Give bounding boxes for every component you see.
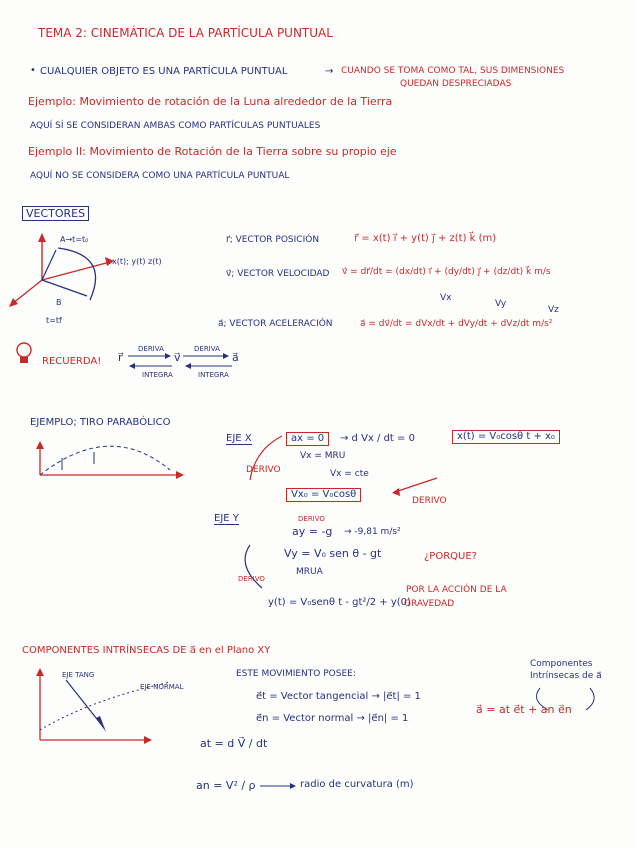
ay-value: → -9,81 m/s² — [344, 527, 401, 537]
mrua-label: MRUA — [296, 567, 323, 577]
componentes-heading: COMPONENTES INTRÍNSECAS DE a⃗ en el Plano XY — [22, 645, 271, 656]
recuerda-v: v⃗ — [174, 351, 181, 364]
vx-mru: Vx = MRU — [300, 451, 346, 461]
vectores-heading: VECTORES — [22, 206, 89, 221]
arrow-icon: → — [325, 66, 334, 77]
eje-tang-label: EJE TANG — [62, 671, 95, 679]
acceleration-label: a⃗; VECTOR ACELERACIÓN — [218, 319, 333, 329]
derivo-4: DERIVO — [238, 575, 265, 583]
derivo-3: DERIVO — [298, 515, 325, 523]
ax-derivative: → d Vx / dt = 0 — [340, 433, 415, 444]
acceleration-equation: a⃗ = dv⃗/dt = dVx/dt + dVy/dt + dVz/dt m/s² — [360, 319, 553, 329]
intro-line1-result: CUANDO SE TOMA COMO TAL, SUS DIMENSIONES — [341, 66, 565, 76]
recuerda-r: r⃗ — [118, 351, 123, 364]
velocity-comp-y: Vy — [495, 299, 507, 309]
velocity-label: v⃗; VECTOR VELOCIDAD — [226, 269, 330, 279]
tiro-heading: EJEMPLO; TIRO PARABÓLICO — [30, 417, 171, 428]
comp-note-2: Intrínsecas de a⃗ — [530, 671, 602, 681]
example-2-note: AQUÍ NO SE CONSIDERA COMO UNA PARTÍCULA PUNTUAL — [30, 171, 290, 181]
vector-normal: e⃗n = Vector normal → |e⃗n| = 1 — [256, 713, 409, 724]
recuerda-integra-2: INTEGRA — [198, 371, 229, 379]
intro-dot-1: • — [30, 65, 36, 76]
fig-point-b: B — [56, 298, 62, 307]
x-of-t-box: x(t) = V₀cosθ t + x₀ — [452, 430, 560, 444]
recuerda-label: RECUERDA! — [42, 356, 102, 367]
intro-line1-result2: QUEDAN DESPRECIADAS — [400, 79, 512, 89]
example-1: Ejemplo: Movimiento de rotación de la Luna alrededor de la Tierra — [28, 95, 393, 108]
position-equation: r⃗ = x(t) i⃗ + y(t) j⃗ + z(t) k⃗ (m) — [354, 233, 497, 244]
intro-line1: CUALQUIER OBJETO ES UNA PARTÍCULA PUNTUAL — [40, 66, 288, 77]
eje-x-heading: EJE X — [226, 433, 252, 444]
velocity-comp-x: Vx — [440, 293, 452, 303]
velocity-equation: v⃗ = dr⃗/dt = (dx/dt) i⃗ + (dy/dt) j⃗ + (dz/dt) k⃗ m/s — [342, 267, 551, 277]
recuerda-deriva-1: DERIVA — [138, 345, 164, 353]
comp-note-1: Componentes — [530, 659, 593, 669]
porque-label: ¿PORQUE? — [424, 551, 477, 562]
recuerda-a: a⃗ — [232, 351, 239, 364]
vx-cte: Vx = cte — [330, 469, 369, 479]
a-decomposition: a⃗ = at e⃗t + an e⃗n — [476, 703, 572, 716]
gravedad-label: GRAVEDAD — [404, 599, 455, 609]
derivo-2: DERIVO — [412, 496, 447, 506]
vx0-box: Vx₀ = V₀cosθ — [286, 488, 361, 502]
ay-equation: ay = -g — [292, 525, 333, 538]
movimiento-posee: ESTE MOVIMIENTO POSEE: — [236, 669, 356, 679]
recuerda-deriva-2: DERIVA — [194, 345, 220, 353]
an-equation: an = V² / ρ — [196, 779, 256, 792]
page-title: TEMA 2: CINEMÁTICA DE LA PARTÍCULA PUNTUAL — [38, 26, 333, 40]
y-of-t-equation: y(t) = V₀senθ t - gt²/2 + y(0) — [268, 597, 411, 608]
eje-y-heading: EJE Y — [214, 513, 239, 524]
fig-xyz-label: x(t); y(t) z(t) — [112, 257, 162, 266]
vector-tangencial: e⃗t = Vector tangencial → |e⃗t| = 1 — [256, 691, 421, 702]
example-1-note: AQUÍ SÍ SE CONSIDERAN AMBAS COMO PARTÍCULAS PUNTUALES — [30, 121, 321, 131]
at-equation: at = d V⃗ / dt — [200, 737, 268, 750]
accion-label: POR LA ACCIÓN DE LA — [406, 585, 507, 595]
eje-normal-label: EJE NORMAL — [140, 683, 184, 691]
radio-curvatura: radio de curvatura (m) — [300, 779, 414, 790]
position-label: r⃗; VECTOR POSICIÓN — [226, 235, 320, 245]
fig-point-a: A→t=t₀ — [60, 235, 89, 244]
ax-box: ax = 0 — [286, 432, 329, 446]
example-2: Ejemplo II: Movimiento de Rotación de la Tierra sobre su propio eje — [28, 145, 397, 158]
fig-tf: t=tf — [46, 316, 62, 325]
derivo-1: DERIVO — [246, 465, 281, 475]
velocity-comp-z: Vz — [548, 305, 559, 315]
recuerda-integra-1: INTEGRA — [142, 371, 173, 379]
vy-equation: Vy = V₀ sen θ - gt — [284, 547, 382, 560]
